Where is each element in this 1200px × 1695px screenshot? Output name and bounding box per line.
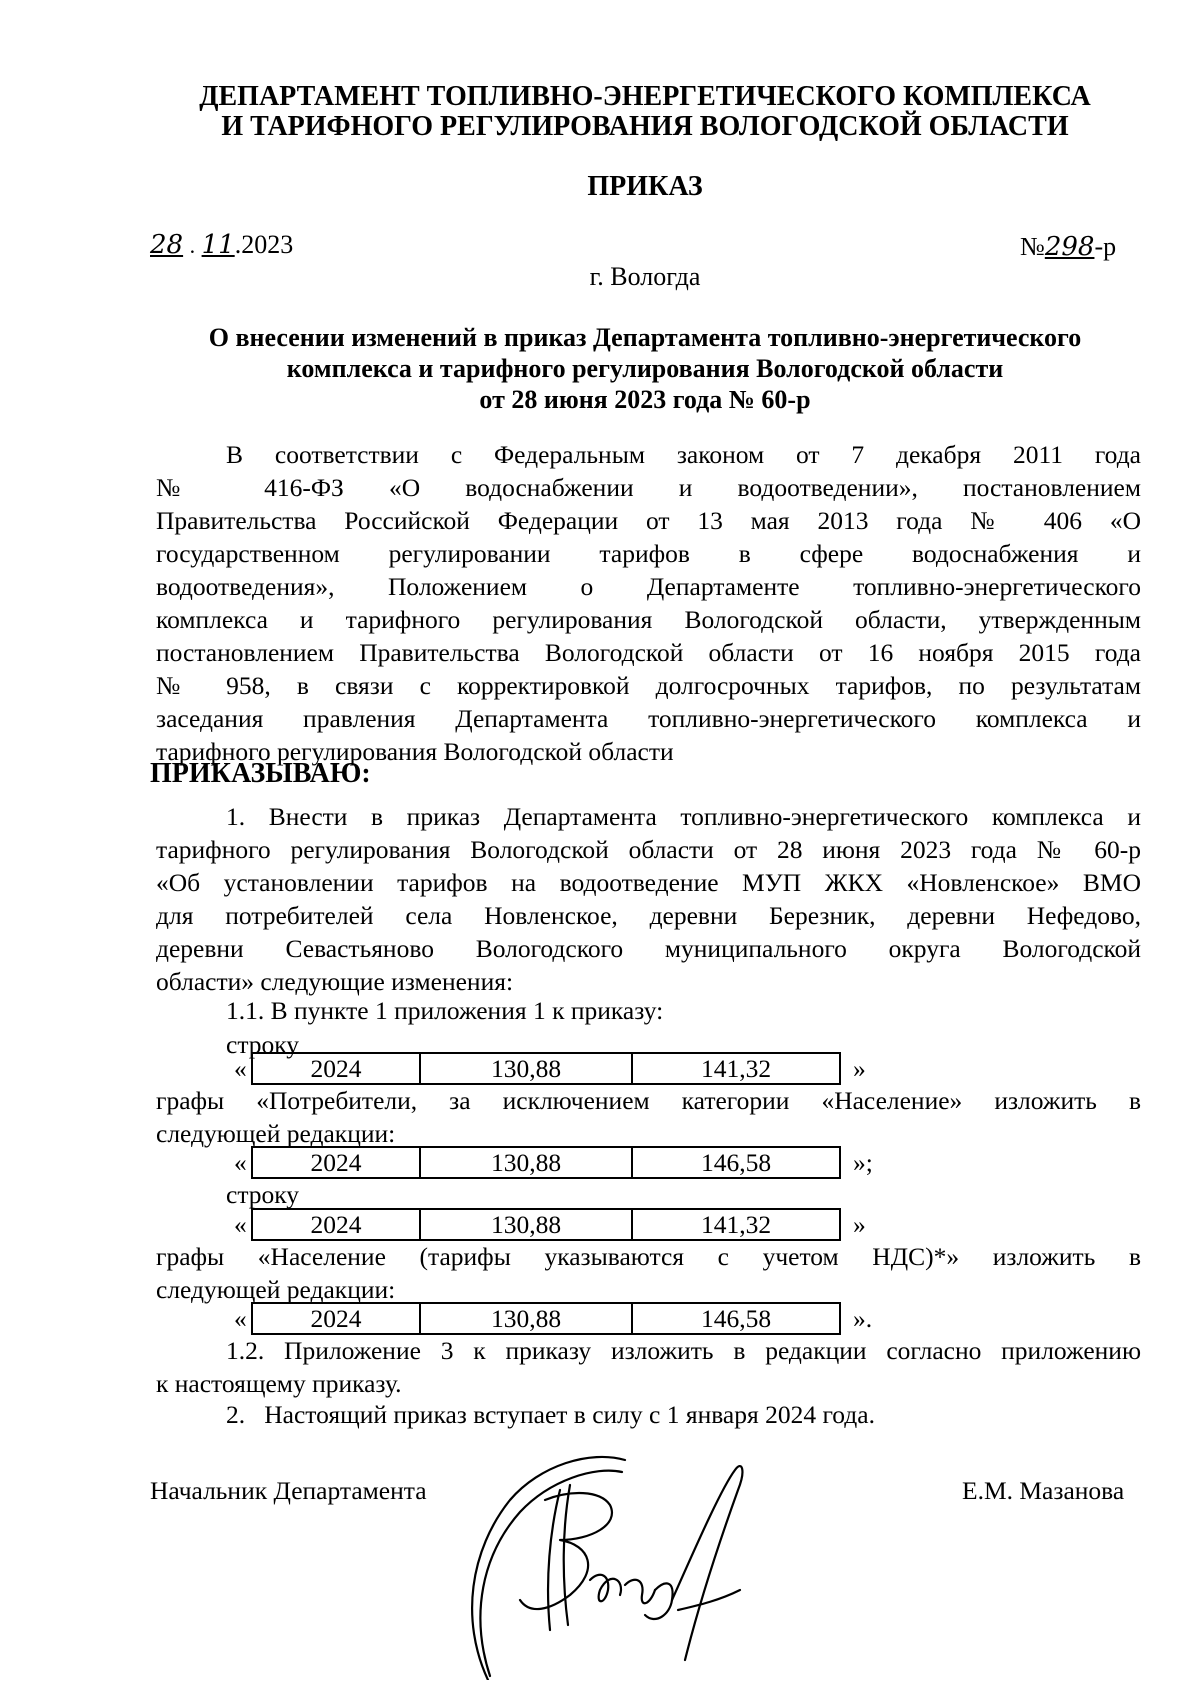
cell-value1: 130,88	[420, 1053, 632, 1084]
title-line1: О внесении изменений в приказ Департамента топливно-энергетического	[208, 323, 1082, 352]
tariff-table	[251, 1302, 841, 1335]
cell-value2: 141,32	[632, 1053, 840, 1084]
column2-line: следующей редакции:	[156, 1275, 396, 1304]
tariff-table	[251, 1208, 841, 1241]
column2-paragraph	[156, 1240, 1141, 1306]
item1-line: для потребителей села Новленское, деревни Березник, деревни Нефедово,	[156, 901, 1141, 930]
tariff-row-2	[234, 1146, 873, 1179]
column1-line: графы «Потребители, за исключением категории «Население» изложить в	[156, 1086, 1141, 1115]
cell-value1: 130,88	[420, 1147, 632, 1178]
preamble-line: № 416-ФЗ «О водоснабжении и водоотведении», постановлением	[156, 473, 1141, 502]
signatory-name: Е.М. Мазанова	[962, 1476, 1125, 1505]
cell-year: 2024	[252, 1053, 420, 1084]
item1-2-paragraph	[156, 1334, 1141, 1400]
open-quote: «	[234, 1053, 247, 1083]
tariff-table	[251, 1146, 841, 1179]
preamble-line: постановлением Правительства Вологодской области от 16 ноября 2015 года	[156, 638, 1141, 667]
signatory-position: Начальник Департамента	[150, 1476, 427, 1505]
close-quote: »;	[853, 1147, 873, 1177]
city: г. Вологда	[589, 262, 701, 291]
close-quote: »	[853, 1209, 866, 1239]
column1-line: следующей редакции:	[156, 1119, 396, 1148]
date-month: 11	[201, 230, 235, 260]
number-prefix: №	[1020, 232, 1045, 261]
preamble-line: государственном регулировании тарифов в сфере водоснабжения и	[156, 539, 1141, 568]
preamble-line: заседания правления Департамента топливно-энергетического комплекса и	[156, 704, 1141, 733]
preamble-line: № 958, в связи с корректировкой долгосрочных тарифов, по результатам	[156, 671, 1141, 700]
department-name-line2: И ТАРИФНОГО РЕГУЛИРОВАНИЯ ВОЛОГОДСКОЙ ОБЛАСТИ	[221, 111, 1069, 142]
tariff-row-4	[234, 1302, 872, 1335]
preamble-line: комплекса и тарифного регулирования Вологодской области, утвержденным	[156, 605, 1141, 634]
item1-line: деревни Севастьяново Вологодского муниципального округа Вологодской	[156, 934, 1141, 963]
number-value: 298	[1044, 232, 1095, 262]
date-day: 28	[150, 230, 184, 260]
preamble-paragraph	[156, 438, 1141, 768]
tariff-row-3	[234, 1208, 866, 1241]
order-title	[150, 322, 1140, 415]
department-name-line1: ДЕПАРТАМЕНТ ТОПЛИВНО-ЭНЕРГЕТИЧЕСКОГО КОМПЛЕКСА	[199, 81, 1091, 112]
preamble-line: тарифного регулирования Вологодской области	[156, 737, 674, 766]
tariff-table	[251, 1052, 841, 1085]
cell-value1: 130,88	[420, 1303, 632, 1334]
word-row-1: строку	[226, 1030, 300, 1059]
document-date: 28 . 11.2023	[150, 230, 294, 260]
item1-paragraph	[156, 800, 1141, 998]
document-number	[1020, 232, 1116, 262]
open-quote: «	[234, 1147, 247, 1177]
cell-year: 2024	[252, 1147, 420, 1178]
title-line3: от 28 июня 2023 года № 60-р	[479, 385, 811, 414]
date-year: .2023	[234, 230, 294, 259]
close-quote: ».	[853, 1303, 873, 1333]
word-row-2: строку	[226, 1180, 300, 1209]
cell-value2: 146,58	[632, 1147, 840, 1178]
cell-value2: 141,32	[632, 1209, 840, 1240]
item1-2-line: к настоящему приказу.	[156, 1369, 402, 1398]
preamble-line: водоотведения», Положением о Департаменте топливно-энергетического	[156, 572, 1141, 601]
item1-line: 1. Внести в приказ Департамента топливно-энергетического комплекса и	[226, 802, 1141, 831]
item1-line: «Об установлении тарифов на водоотведение МУП ЖКХ «Новленское» ВМО	[156, 868, 1141, 897]
order-word: ПРИКАЗЫВАЮ:	[150, 758, 371, 789]
item1-line: области» следующие изменения:	[156, 967, 514, 996]
close-quote: »	[853, 1053, 866, 1083]
column1-paragraph	[156, 1084, 1141, 1150]
item1-1: 1.1. В пункте 1 приложения 1 к приказу:	[226, 996, 664, 1025]
item2: 2. Настоящий приказ вступает в силу с 1 января 2024 года.	[226, 1400, 875, 1429]
handwritten-signature	[450, 1430, 750, 1680]
cell-value1: 130,88	[420, 1209, 632, 1240]
preamble-line: Правительства Российской Федерации от 13 мая 2013 года № 406 «О	[156, 506, 1141, 535]
open-quote: «	[234, 1303, 247, 1333]
item1-line: тарифного регулирования Вологодской области от 28 июня 2023 года № 60-р	[156, 835, 1141, 864]
open-quote: «	[234, 1209, 247, 1239]
number-suffix: -р	[1094, 232, 1117, 261]
tariff-row-1	[234, 1052, 866, 1085]
preamble-line: В соответствии с Федеральным законом от 7 декабря 2011 года	[226, 440, 1141, 469]
document-type: ПРИКАЗ	[587, 171, 703, 202]
column2-line: графы «Население (тарифы указываются с учетом НДС)*» изложить в	[156, 1242, 1141, 1271]
cell-year: 2024	[252, 1303, 420, 1334]
cell-year: 2024	[252, 1209, 420, 1240]
title-line2: комплекса и тарифного регулирования Вологодской области	[286, 354, 1004, 383]
cell-value2: 146,58	[632, 1303, 840, 1334]
item1-2-line: 1.2. Приложение 3 к приказу изложить в редакции согласно приложению	[226, 1336, 1141, 1365]
